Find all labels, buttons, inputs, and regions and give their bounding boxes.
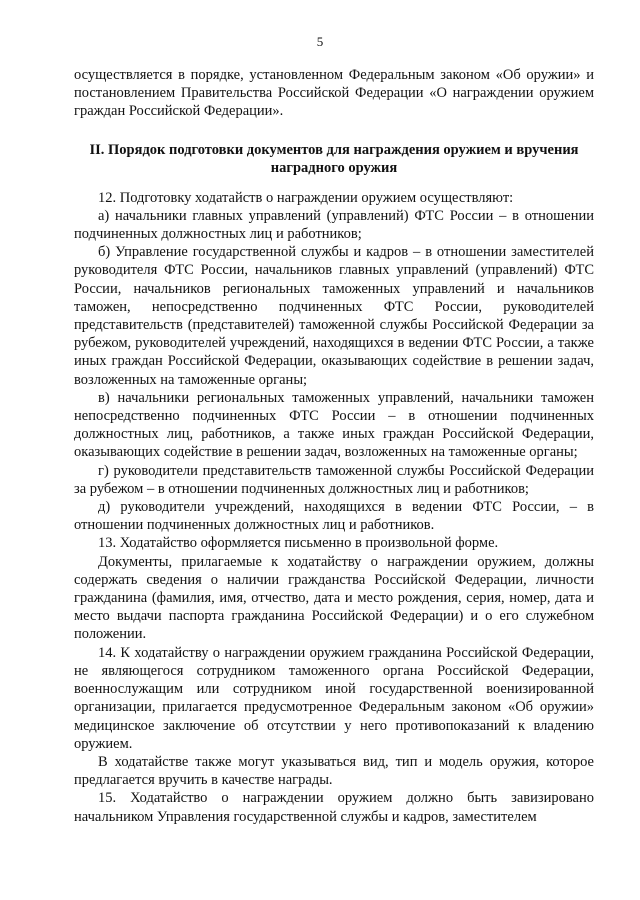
paragraph-13: 13. Ходатайство оформляется письменно в произвольной форме. [98,535,499,552]
paragraph-13-documents: Документы, прилагаемые к ходатайству о награждении оружием, должны содержать сведения о наличии гражданства Российской Федерации, личности гражданина (фамилия, имя, отчество, дата и место рождения, серия, номер, дата и место выдачи паспорта гражданина Российской Федерации) и о его служебном положении. [74,553,594,643]
document-body [74,66,594,826]
paragraph-12b: б) Управление государственной службы и кадров – в отношении заместителей руководителя ФТС России, начальников главных управлений (управлений) ФТС России, начальников региональных таможенных управлений и начальников таможен, непосредственно подчиненных ФТС России, руководителей представительств (представителей) таможенной службы Российской Федерации за рубежом, руководителей учреждений, находящихся в ведении ФТС России, а также иных граждан Российской Федерации, оказывающих содействие в решении задач, возложенных на таможенные органы; [74,244,594,388]
paragraph-14: 14. К ходатайству о награждении оружием гражданина Российской Федерации, не являющегося сотрудником таможенного органа Российской Федерации, военнослужащим или сотрудником иной государственной военизированной организации, прилагается предусмотренное Федеральным законом «Об оружии» медицинское заключение об отсутствии у него противопоказаний к владению оружием. [74,644,594,752]
page-number: 5 [316,34,324,49]
paragraph-12v: в) начальники региональных таможенных управлений, начальники таможен непосредственно подчиненных ФТС России – в отношении подчиненных должностных лиц, работников, а также иных граждан Российской Федерации, оказывающих содействие в решении задач, возложенных на таможенные органы; [74,389,594,461]
continuation-paragraph: осуществляется в порядке, установленном Федеральным законом «Об оружии» и постановлением Правительства Российской Федерации «О награждении оружием граждан Российской Федерации». [74,67,594,120]
paragraph-12a: а) начальники главных управлений (управлений) ФТС России – в отношении подчиненных должностных лиц и работников; [74,207,594,243]
paragraph-12g: г) руководители представительств таможенной службы Российской Федерации за рубежом – в отношении подчиненных должностных лиц и работников; [74,462,594,497]
paragraph-14-weapon-type: В ходатайстве также могут указываться вид, тип и модель оружия, которое предлагается вручить в качестве награды. [74,753,594,789]
paragraph-12d: д) руководители учреждений, находящихся в ведении ФТС России, – в отношении подчиненных должностных лиц и работников. [74,499,594,534]
section-heading: II. Порядок подготовки документов для награждения оружием и вручения наградного оружия [89,141,579,176]
paragraph-12: 12. Подготовку ходатайств о награждении оружием осуществляют: [98,189,514,206]
paragraph-15: 15. Ходатайство о награждении оружием должно быть завизировано начальником Управления государственной службы и кадров, заместителем [74,790,594,825]
